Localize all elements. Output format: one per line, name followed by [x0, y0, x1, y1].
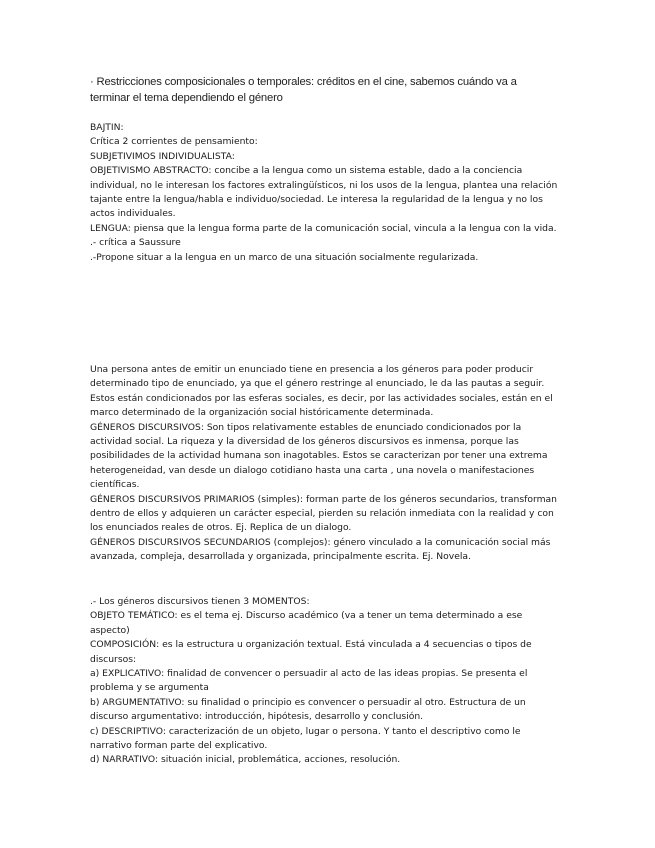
- generos-section: [90, 363, 560, 565]
- paragraph: GÉNEROS DISCURSIVOS SECUNDARIOS (complejos): género vinculado a la comunicación social más avanzada, compleja, desarrollada y organizada, principalmente escrita. Ej. Novela.: [90, 536, 551, 563]
- intro-paragraph: · Restricciones composicionales o temporales: créditos en el cine, sabemos cuándo va a terminar el tema dependiendo el género: [90, 76, 517, 104]
- paragraph: OBJETO TEMÁTICO: es el tema ej. Discurso académico (va a tener un tema determinado a ese aspecto): [90, 610, 523, 636]
- paragraph: GÉNEROS DISCURSIVOS: Son tipos relativamente estables de enunciado condicionados por la actividad social. La riqueza y la diversidad de los géneros discursivos es inmensa, porque las posibilidades de la actividad humana son inagotables. Estos se caracterizan por tener una extrema heterogeneidad, van desde un dialogo cotidiano hasta una carta , una novela o manifestaciones científicas.: [90, 421, 548, 491]
- section-heading: BAJTIN:: [90, 122, 124, 133]
- section-heading: SUBJETIVIMOS INDIVIDUALISTA:: [90, 150, 235, 162]
- paragraph: GÉNEROS DISCURSIVOS PRIMARIOS (simples): forman parte de los géneros secundarios, transforman dentro de ellos y adquieren un carácter especial, pierden su relación inmediata con la realidad y con los enunciados reales de otros. Ej. Replica de un dialogo.: [90, 493, 558, 534]
- list-item: c) DESCRIPTIVO: caracterización de un objeto, lugar o persona. Y tanto el descriptivo como le narrativo forman parte del explicativo.: [90, 725, 521, 752]
- list-item: d) NARRATIVO: situación inicial, problemática, acciones, resolución.: [90, 754, 401, 766]
- text-line: Crítica 2 corrientes de pensamiento:: [90, 136, 258, 148]
- paragraph: Una persona antes de emitir un enunciado tiene en presencia a los géneros para poder producir determinado tipo de enunciado, ya que el género restringe al enunciado, le da las pautas a seguir. Estos están condicionados por las esferas sociales, es decir, por las actividades sociales, están en el marco determinado de la organización social históricamente determinada.: [90, 364, 553, 419]
- bajtin-section: [90, 121, 560, 265]
- text-line: .- crítica a Saussure: [90, 237, 181, 249]
- text-line: .-Propone situar a la lengua en un marco de una situación socialmente regularizada.: [90, 251, 479, 263]
- paragraph: OBJETIVISMO ABSTRACTO: concibe a la lengua como un sistema estable, dado a la conciencia individual, no le interesan los factores extralingüísticos, ni los usos de la lengua, plantea una relación tajante entre la lengua/habla e individuo/sociedad. Le interesa la regularidad de la lengua y no los actos individuales.: [90, 165, 558, 220]
- momentos-section: [90, 595, 560, 768]
- list-item: b) ARGUMENTATIVO: su finalidad o principio es convencer o persuadir al otro. Estructura de un discurso argumentativo: introducción, hipótesis, desarrollo y conclusión.: [90, 696, 526, 723]
- text-line: .- Los géneros discursivos tienen 3 MOMENTOS:: [90, 596, 310, 607]
- paragraph: LENGUA: piensa que la lengua forma parte de la comunicación social, vincula a la lengua con la vida.: [90, 222, 557, 234]
- paragraph: COMPOSICIÓN: es la estructura u organización textual. Está vinculada a 4 secuencias o tipos de discursos:: [90, 639, 532, 665]
- list-item: a) EXPLICATIVO: finalidad de convencer o persuadir al acto de las ideas propias. Se presenta el problema y se argumenta: [90, 668, 528, 694]
